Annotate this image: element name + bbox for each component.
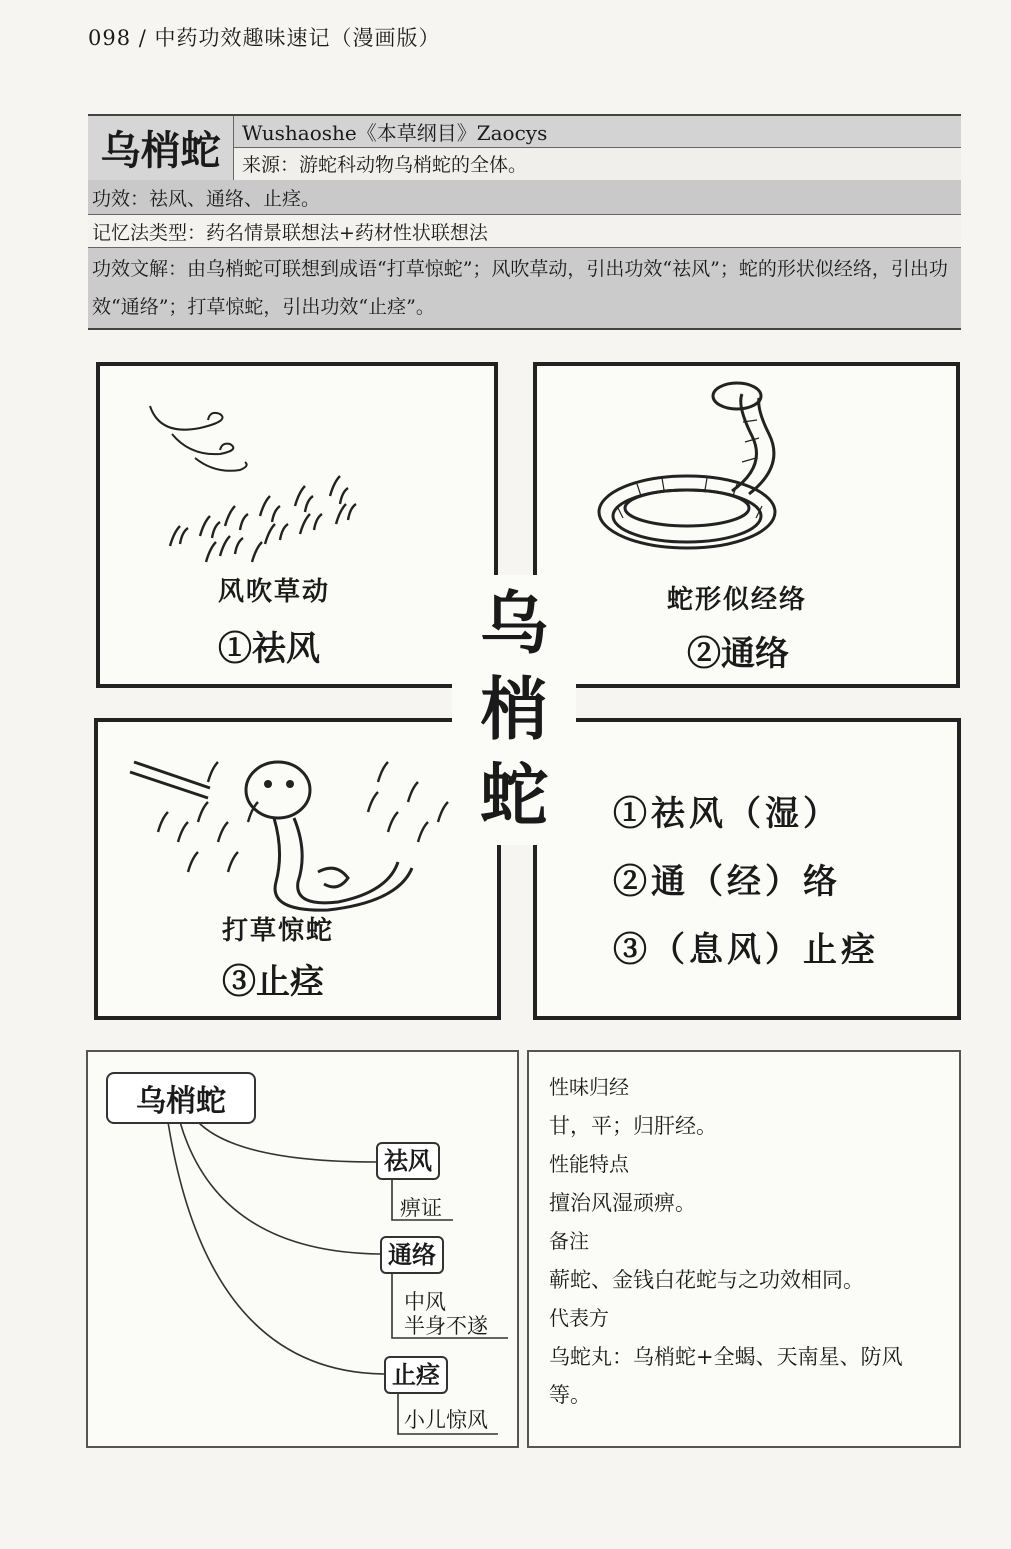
branch-qufeng: 祛风: [376, 1142, 440, 1180]
panel3-effect: ③止痉: [222, 962, 324, 1002]
prop-text-formula: 乌蛇丸：乌梢蛇+全蝎、天南星、防风等。: [549, 1344, 903, 1407]
drug-info-table: [88, 114, 961, 330]
leaf-zhongfeng: 中风: [404, 1290, 446, 1314]
source-text: 来源：游蛇科动物乌梢蛇的全体。: [234, 148, 961, 180]
info-title-row: [88, 116, 961, 180]
comic-panel-wind-grass: [96, 362, 498, 688]
center-char-1: 乌: [479, 584, 548, 664]
center-char-3: 蛇: [479, 756, 548, 836]
drug-name: 乌梢蛇: [88, 116, 234, 180]
panel3-caption: 打草惊蛇: [222, 916, 335, 946]
effect-row: 功效：祛风、通络、止痉。: [88, 180, 961, 215]
leaf-xiaoerjingfeng: 小儿惊风: [404, 1408, 488, 1432]
prop-text-features: 擅治风湿顽痹。: [549, 1190, 696, 1215]
leaf-banshenbusui: 半身不遂: [404, 1314, 488, 1338]
comic-panel-effects-summary: [533, 718, 961, 1020]
prop-heading-taste: 性味归经: [549, 1075, 629, 1099]
latin-name: Wushaoshe《本草纲目》Zaocys: [234, 116, 961, 149]
mind-map: [86, 1050, 519, 1448]
center-drug-name: [452, 575, 576, 845]
prop-heading-features: 性能特点: [549, 1152, 629, 1176]
explanation-row: 功效文解：由乌梢蛇可联想到成语“打草惊蛇”；风吹草动，引出功效“祛风”；蛇的形状似经络，引出功效“通络”；打草惊蛇，引出功效“止痉”。: [88, 248, 961, 328]
mind-map-root: 乌梢蛇: [106, 1072, 256, 1124]
panel1-effect: ①祛风: [218, 629, 320, 669]
prop-text-taste: 甘，平；归肝经。: [549, 1113, 717, 1138]
prop-heading-notes: 备注: [549, 1229, 589, 1253]
comic-panel-startle-snake: [94, 718, 501, 1020]
panel2-effect: ②通络: [687, 634, 789, 674]
branch-tongluo: 通络: [380, 1236, 444, 1274]
prop-heading-formula: 代表方: [549, 1306, 609, 1330]
startled-snake-illustration: [98, 722, 497, 912]
branch-zhijing: 止痉: [384, 1356, 448, 1394]
summary-line-2: ②通（经）络: [613, 862, 841, 902]
summary-line-3: ③（息风）止痉: [613, 930, 879, 970]
wind-grass-illustration: [100, 366, 494, 566]
panel2-caption: 蛇形似经络: [667, 585, 808, 615]
memory-type-row: 记忆法类型：药名情景联想法+药材性状联想法: [88, 215, 961, 248]
panel1-caption: 风吹草动: [218, 577, 331, 607]
prop-text-notes: 蕲蛇、金钱白花蛇与之功效相同。: [549, 1267, 864, 1292]
leaf-bizheng: 痹证: [400, 1196, 442, 1220]
page-header: 098 / 中药功效趣味速记（漫画版）: [88, 26, 441, 50]
center-char-2: 梢: [479, 670, 548, 750]
summary-line-1: ①祛风（湿）: [613, 794, 841, 834]
coiled-snake-illustration: [537, 366, 956, 581]
comic-panel-snake-meridian: [533, 362, 960, 688]
properties-box: [527, 1050, 961, 1448]
